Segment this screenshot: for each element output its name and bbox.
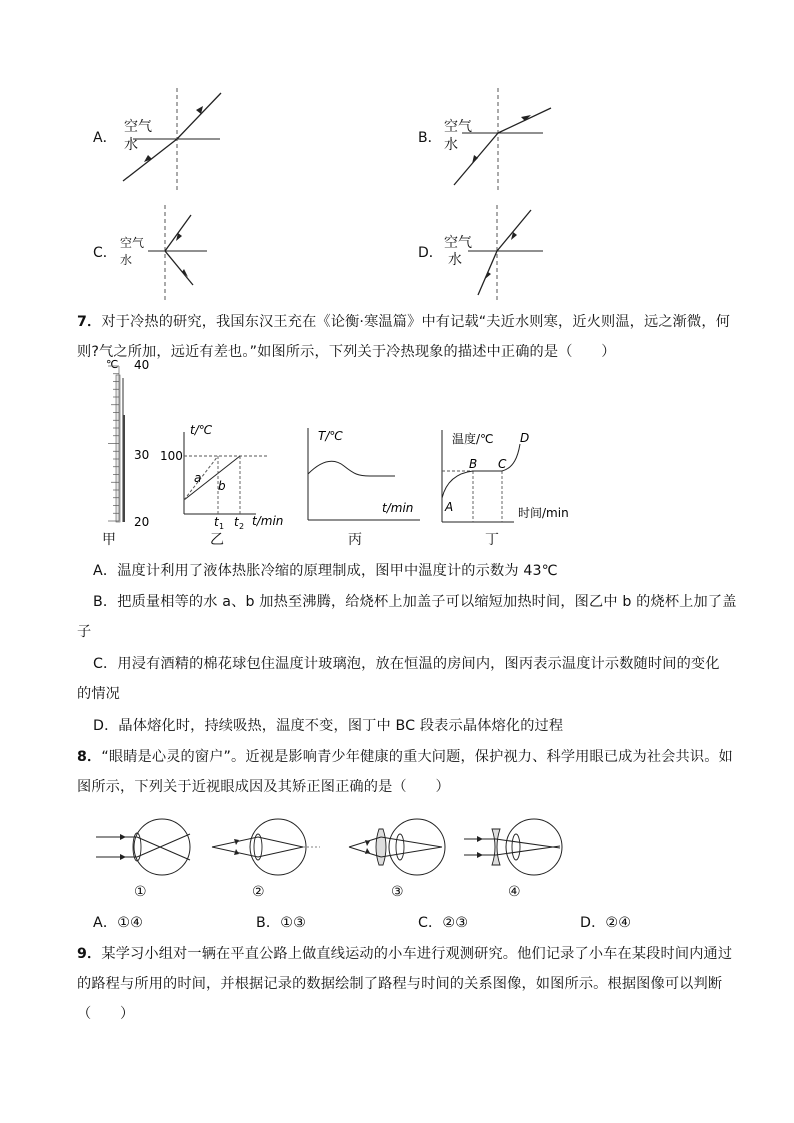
- eye-diagram-2: [208, 815, 328, 905]
- option-letter: D．: [418, 245, 443, 261]
- eye-3: [345, 815, 455, 885]
- tick-label-20: 20: [134, 515, 150, 529]
- eye-caption: ④: [508, 884, 521, 900]
- q9-stem-line-1: [77, 944, 732, 964]
- q7-stem-line-1: [77, 312, 730, 332]
- q6-option-b: [418, 88, 558, 192]
- figure-caption: 乙: [210, 532, 224, 548]
- q6-option-d: [418, 205, 558, 305]
- point-a-label: A: [445, 500, 454, 514]
- eye-caption: ①: [134, 884, 147, 900]
- q7-stem-text-1: 对于冷热的研究，我国东汉王充在《论衡·寒温篇》中有记载“夫近水则寒，近火则温，远之渐微，何: [101, 314, 731, 330]
- q7-option-d[interactable]: [93, 716, 563, 736]
- x-axis-label: 时间/min: [518, 506, 569, 520]
- line-a-label: a: [194, 471, 202, 485]
- option-letter: C．: [418, 915, 443, 931]
- figure-ding: [430, 418, 580, 550]
- refraction-diagram-b: [418, 88, 558, 192]
- option-letter: D．: [580, 915, 606, 931]
- line-b-label: b: [218, 479, 226, 493]
- q9-stem-line-2: 的路程与所用的时间，并根据记录的数据绘制了路程与时间的关系图像，如图所示。根据图像可以判断: [77, 976, 723, 992]
- water-label: 水: [448, 252, 462, 268]
- option-letter: A．: [93, 563, 118, 579]
- point-b-label: B: [469, 457, 478, 471]
- y-axis-label: t/℃: [190, 423, 213, 437]
- refraction-diagram-c: [93, 205, 233, 305]
- q7-stem-line-2: 则?气之所加，远近有差也。”如图所示，下列关于冷热现象的描述中正确的是（ ）: [77, 344, 616, 360]
- option-text: ②④: [605, 915, 632, 931]
- t1-subscript: 1: [219, 522, 225, 531]
- option-letter: C．: [93, 245, 117, 261]
- water-label: 水: [444, 137, 458, 153]
- option-text: ②③: [442, 915, 469, 931]
- thermometer: [98, 355, 158, 550]
- option-letter: A．: [93, 130, 117, 146]
- q7-option-b-continued: 子: [77, 624, 92, 640]
- q7-option-a[interactable]: [93, 561, 558, 581]
- q8-stem-line-2: 图所示，下列关于近视眼成因及其矫正图正确的是（ ）: [77, 779, 450, 795]
- q7-option-c-continued: 的情况: [77, 686, 121, 702]
- q6-option-a: [93, 88, 233, 192]
- graph-bing: [300, 418, 425, 550]
- refraction-diagram-d: [418, 205, 558, 305]
- option-letter: B．: [418, 130, 442, 146]
- question-number: 8．: [77, 749, 102, 765]
- option-text: ①④: [117, 915, 143, 931]
- q7-option-c[interactable]: [93, 654, 720, 674]
- q9-stem-text-1: 某学习小组对一辆在平直公路上做直线运动的小车进行观测研究。他们记录了小车在某段时间内通过: [101, 946, 733, 962]
- q7-option-b[interactable]: [93, 592, 737, 612]
- unit-label: ℃: [106, 358, 119, 371]
- tick-label-30: 30: [134, 448, 150, 462]
- eye-diagram-1: [92, 815, 202, 905]
- figure-bing: [300, 418, 425, 550]
- q8-option-c[interactable]: [418, 913, 468, 933]
- eye-2: [208, 815, 328, 885]
- option-text: ①③: [280, 915, 306, 931]
- q8-stem-line-1: [77, 747, 733, 767]
- refraction-diagram-a: [93, 88, 233, 192]
- eye-1: [92, 815, 202, 885]
- y-axis-label: 温度/℃: [452, 432, 494, 446]
- point-d-label: D: [520, 431, 530, 445]
- q9-stem-line-3: （ ）: [77, 1006, 135, 1022]
- option-letter: A．: [93, 915, 118, 931]
- y-axis-label: T/℃: [318, 429, 343, 443]
- option-text: 把质量相等的水 a、b 加热至沸腾，给烧杯上加盖子可以缩短加热时间，图乙中 b 的烧杯上加了盖: [117, 594, 737, 610]
- water-label: 水: [120, 253, 133, 267]
- y-tick-100: 100: [160, 449, 183, 463]
- eye-diagram-4: [462, 815, 572, 905]
- figure-caption: 丁: [485, 532, 499, 548]
- option-letter: C．: [93, 656, 118, 672]
- thermometer-ticks: [108, 366, 119, 521]
- q8-option-d[interactable]: [580, 913, 631, 933]
- option-text: 晶体熔化时，持续吸热，温度不变，图丁中 BC 段表示晶体熔化的过程: [118, 718, 564, 734]
- eye-caption: ②: [252, 884, 265, 900]
- air-label: 空气: [120, 236, 145, 250]
- graph-ding: [430, 418, 580, 550]
- eye-diagram-3: [345, 815, 455, 905]
- q8-option-a[interactable]: [93, 913, 143, 933]
- point-c-label: C: [498, 457, 507, 471]
- figure-jia: [98, 355, 158, 550]
- figure-yi: [160, 418, 295, 550]
- q8-stem-text-1: “眼睛是心灵的窗户”。近视是影响青少年健康的重大问题，保护视力、科学用眼已成为社会共识。如: [101, 749, 733, 765]
- option-text: 用浸有酒精的棉花球包住温度计玻璃泡，放在恒温的房间内，图丙表示温度计示数随时间的变化: [117, 656, 720, 672]
- graph-yi: [160, 418, 295, 550]
- air-label: 空气: [444, 235, 472, 251]
- t1-label: t: [214, 515, 219, 529]
- question-number: 7．: [77, 314, 102, 330]
- option-letter: B．: [256, 915, 281, 931]
- option-text: 温度计利用了液体热胀冷缩的原理制成，图甲中温度计的示数为 43℃: [117, 563, 558, 579]
- air-label: 空气: [444, 119, 472, 135]
- water-label: 水: [124, 137, 138, 153]
- q8-option-b[interactable]: [256, 913, 306, 933]
- option-letter: B．: [93, 594, 118, 610]
- option-letter: D．: [93, 718, 119, 734]
- t2-label: t: [234, 515, 239, 529]
- figure-caption: 丙: [348, 532, 362, 548]
- eye-caption: ③: [391, 884, 404, 900]
- figure-caption: 甲: [102, 532, 116, 548]
- eye-4: [462, 815, 572, 885]
- air-label: 空气: [124, 119, 152, 135]
- tick-label-40: 40: [134, 358, 150, 372]
- t2-subscript: 2: [239, 522, 245, 531]
- question-number: 9．: [77, 946, 102, 962]
- q6-option-c: [93, 205, 233, 305]
- x-axis-label: t/min: [382, 501, 414, 515]
- x-axis-label: t/min: [252, 514, 284, 528]
